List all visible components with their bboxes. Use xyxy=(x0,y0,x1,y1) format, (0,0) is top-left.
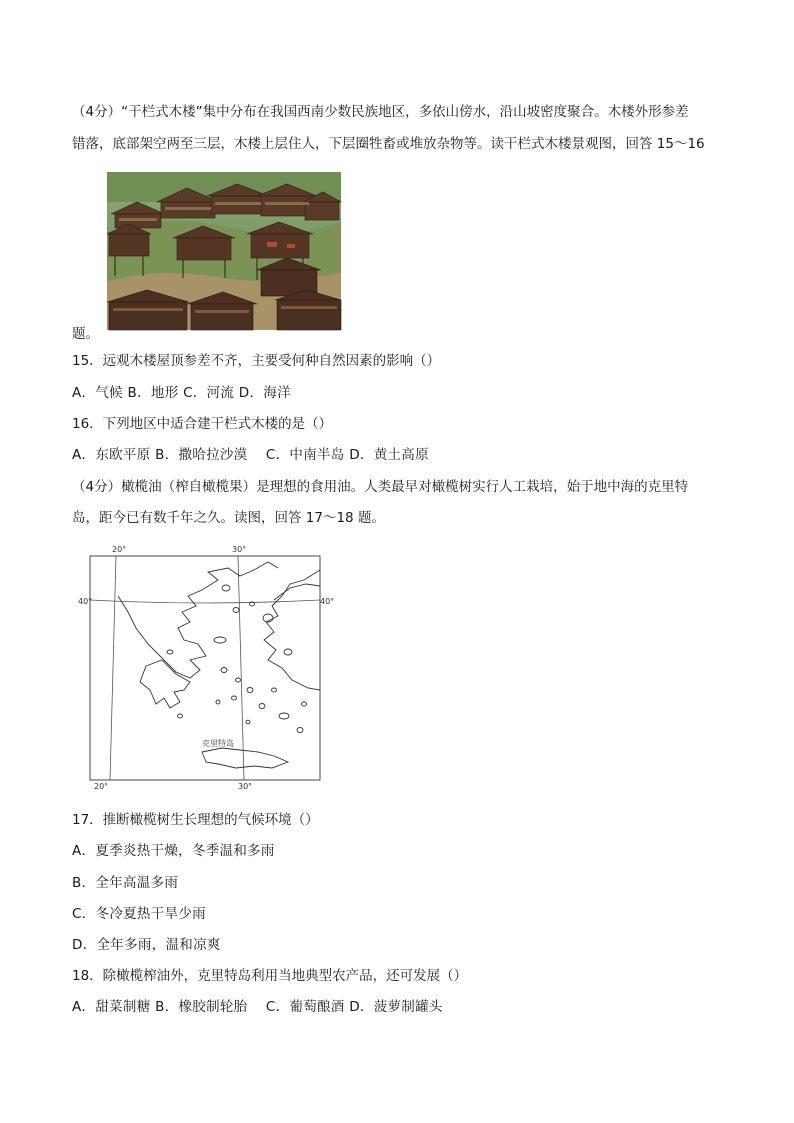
stilt-house-photo xyxy=(107,172,341,330)
q15-options: A．气候 B．地形 C．河流 D．海洋 xyxy=(72,385,291,401)
lat-label-right-40: 40° xyxy=(320,597,335,606)
intro1-line2: 错落，底部架空两至三层，木楼上层住人，下层圈牲畜或堆放杂物等。读干栏式木楼景观图，回答 15～16 xyxy=(72,136,705,152)
intro2-line2: 岛，距今已有数千年之久。读图，回答 17～18 题。 xyxy=(72,510,385,526)
lon-label-bottom-20: 20° xyxy=(94,782,109,791)
lon-label-top-20: 20° xyxy=(112,545,127,554)
q18-stem: 18．除橄榄榨油外，克里特岛利用当地典型农产品，还可发展（） xyxy=(72,968,468,984)
lon-label-top-30: 30° xyxy=(232,545,247,554)
lon-label-bottom-30: 30° xyxy=(238,782,253,791)
intro1-line1: （4分）“干栏式木楼”集中分布在我国西南少数民族地区，多依山傍水，沿山坡密度聚合。木楼外形参差 xyxy=(72,104,689,120)
q17-option-b: B．全年高温多雨 xyxy=(72,875,179,891)
q16-options: A．东欧平原 B．撒哈拉沙漠 C．中南半岛 D．黄土高原 xyxy=(72,447,429,463)
q18-options: A．甜菜制糖 B．橡胶制轮胎 C．葡萄酿酒 D．菠萝制罐头 xyxy=(72,999,443,1015)
intro1-line3: 题。 xyxy=(72,326,99,342)
q15-stem: 15．远观木楼屋顶参差不齐，主要受何种自然因素的影响（） xyxy=(72,353,441,369)
q17-option-d: D．全年多雨，温和凉爽 xyxy=(72,937,221,953)
q17-option-a: A．夏季炎热干燥，冬季温和多雨 xyxy=(72,843,275,859)
intro2-line1: （4分）橄榄油（榨自橄榄果）是理想的食用油。人类最早对橄榄树实行人工栽培，始于地中海的克里特 xyxy=(72,479,689,495)
q17-stem: 17．推断橄榄树生长理想的气候环境（） xyxy=(72,812,319,828)
q17-option-c: C．冬冷夏热干旱少雨 xyxy=(72,906,206,922)
aegean-map xyxy=(78,540,335,791)
crete-label: 克里特岛 xyxy=(202,739,234,748)
lat-label-left-40: 40° xyxy=(78,597,93,606)
q16-stem: 16．下列地区中适合建干栏式木楼的是（） xyxy=(72,416,333,432)
